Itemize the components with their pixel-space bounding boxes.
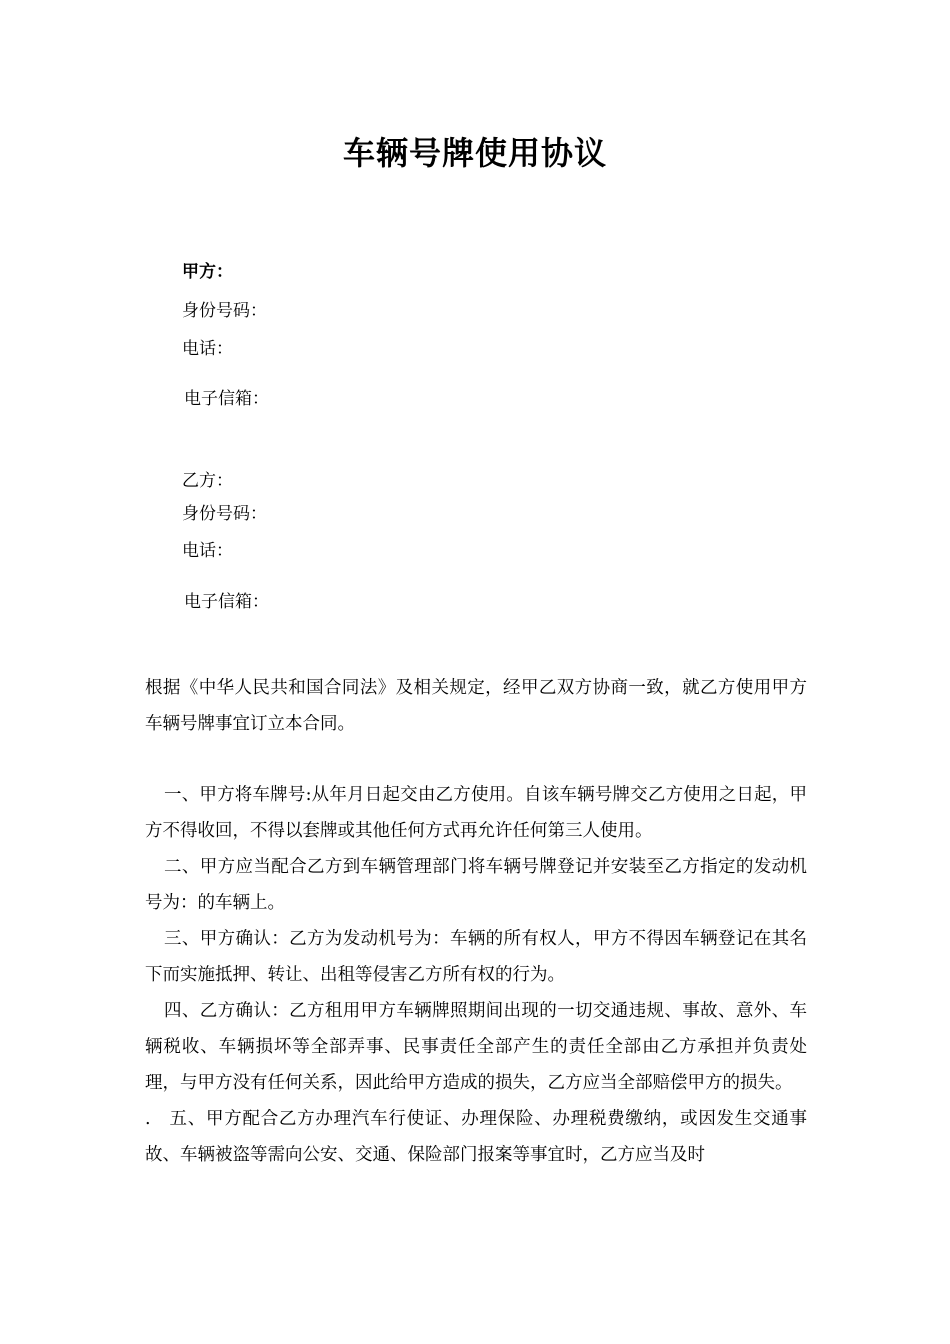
clause-1: 一、甲方将车牌号:从年月日起交由乙方使用。自该车辆号牌交乙方使用之日起，甲方不得收回，不得以套牌或其他任何方式再允许任何第三人使用。	[145, 785, 807, 841]
party-b-phone-label: 电话：	[182, 541, 233, 561]
document-title: 车辆号牌使用协议	[342, 134, 607, 172]
party-b-label: 乙方：	[182, 471, 233, 491]
preamble-paragraph: 根据《中华人民共和国合同法》及相关规定，经甲乙双方协商一致，就乙方使用甲方车辆号牌事宜订立本合同。	[145, 678, 807, 734]
party-a-label: 甲方：	[182, 262, 233, 282]
clause-3: 三、甲方确认：乙方为发动机号为：车辆的所有权人，甲方不得因车辆登记在其名下而实施抵押、转让、出租等侵害乙方所有权的行为。	[145, 929, 807, 985]
party-b-email-label: 电子信箱：	[184, 592, 269, 612]
party-a-phone-label: 电话：	[182, 339, 233, 359]
clauses-block	[145, 777, 807, 1173]
party-b-id-label: 身份号码：	[182, 504, 267, 524]
party-a-id-label: 身份号码：	[182, 301, 267, 321]
clause-4: 四、乙方确认：乙方租用甲方车辆牌照期间出现的一切交通违规、事故、意外、车辆税收、车辆损坏等全部弄事、民事责任全部产生的责任全部由乙方承担并负责处理，与甲方没有任何关系，因此给甲方造成的损失，乙方应当全部赔偿甲方的损失。	[145, 1001, 807, 1093]
preamble-block	[145, 670, 807, 742]
clause-2: 二、甲方应当配合乙方到车辆管理部门将车辆号牌登记并安装至乙方指定的发动机号为：的车辆上。	[145, 857, 807, 913]
clause-5: . 五、甲方配合乙方办理汽车行使证、办理保险、办理税费缴纳，或因发生交通事故、车辆被盗等需向公安、交通、保险部门报案等事宜时，乙方应当及时	[145, 1109, 807, 1165]
party-a-email-label: 电子信箱：	[184, 389, 269, 409]
